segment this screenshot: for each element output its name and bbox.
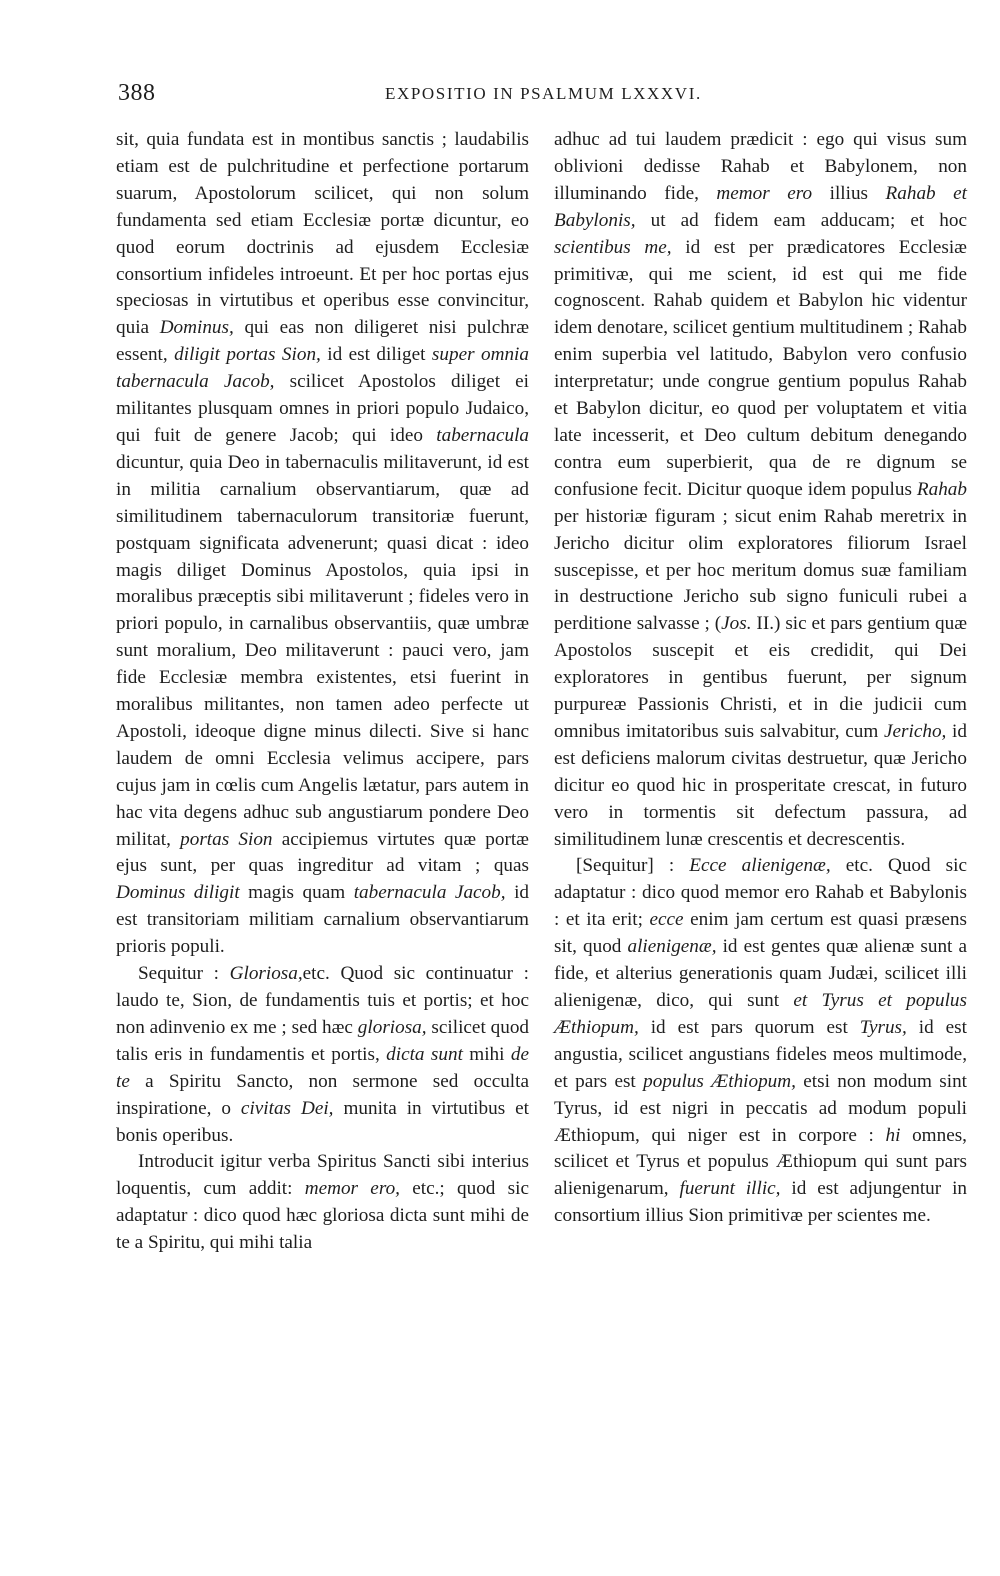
text-run: magis quam xyxy=(239,882,354,904)
text-run: id est per prædicatores Ecclesiæ primitivæ, qui me scient, id est qui me fide cognoscent. Rahab quidem et Babylon hic videntur idem denotare, scilicet gentium multitudinem ; Rahab enim superbia vel latitudo, Babylon vero confusio interpretatur; unde congrue gentium populus Rahab et Babylon dicitur, eo quod per voluptatem et vitia late incesserit, et Deo cultum debitum denegando contra eum superbierit, qua de re dignum se confusione fecit. Dicitur quoque idem populus xyxy=(554,236,967,500)
text-run: id est deficiens malorum civitas destruetur, quæ Jericho dicitur eo quod hic in prosperitate crescat, in futuro vero in tormentis sit defectum passura, ad similitudinem lunæ crescentis et decrescentis. xyxy=(554,720,967,850)
text-run: sit, quia fundata est in montibus sanctis ; laudabilis etiam est de pulchritudine et perfectione portarum suarum, Apostolorum scilicet, qui non solum fundamenta sed etiam Ecclesiæ portæ dicuntur, eo quod eorum doctrinis ad ejusdem Ecclesiæ consortium infideles introeunt. Et per hoc portas ejus speciosas in virtutibus et operibus esse convincitur, quia xyxy=(116,129,529,339)
running-title: EXPOSITIO IN PSALMUM LXXXVI. xyxy=(385,84,702,103)
italic-text: civitas Dei, xyxy=(240,1097,334,1119)
text-run: II.) sic et pars gentium quæ Apostolos suscepit et eis credidit, qui Dei exploratores in gentibus fuerunt, per signum purpureæ Passionis Christi, et in die judicii cum omnibus imitatoribus suis salvabitur, cum xyxy=(554,613,967,742)
italic-text: ecce xyxy=(649,909,684,931)
italic-text: gloriosa, xyxy=(357,1016,427,1038)
text-run: etsi non modum sint Tyrus, id est nigri in peccatis ad modum populi Æthiopum, qui niger est in corpore : xyxy=(554,1070,967,1146)
text-run: scilicet Apostolos diliget ei militantes plusquam omnes in priori populo Judaico, qui fuit de genere Jacob; qui ideo xyxy=(116,371,530,446)
italic-text: Jericho, xyxy=(884,720,947,742)
text-run: per historiæ figuram ; sicut enim Rahab meretrix in Jericho dicitur olim exploratores filiorum Israel suscepisse, et per hoc meritum domus suæ familiam in destructione Jericho sub signo funiculi rubei a perditione salvasse ; ( xyxy=(554,505,967,635)
text-run: accipiemus virtutes quæ portæ ejus sunt, per quas ingreditur ad vitam ; quas xyxy=(116,828,529,877)
page-number: 388 xyxy=(118,80,156,106)
italic-text: memor ero xyxy=(716,182,813,204)
italic-text: Tyrus, xyxy=(859,1016,907,1038)
italic-text: Dominus diligit xyxy=(116,882,240,904)
text-run: id est gentes quæ alienæ sunt a fide, et alterius generationis quam Judæi, scilicet illi alienigenæ, dico, qui sunt xyxy=(554,936,967,1011)
italic-text: diligit portas Sion, xyxy=(174,344,321,366)
text-run: a Spiritu Sancto, non sermone sed occulta inspiratione, o xyxy=(116,1070,529,1119)
paragraph xyxy=(554,853,967,1230)
italic-text: de te xyxy=(116,1043,529,1092)
text-run: etc. Quod sic continuatur : laudo te, Sion, de fundamentis tuis et portis; et hoc non adinvenio ex me ; sed hæc xyxy=(116,963,530,1038)
page-header xyxy=(118,80,718,110)
text-run: id est diliget xyxy=(320,344,432,366)
italic-text: tabernacula xyxy=(436,424,529,446)
text-run: illius xyxy=(812,182,886,204)
italic-text: super omnia tabernacula Jacob, xyxy=(116,344,529,393)
italic-text: memor ero, xyxy=(304,1178,400,1200)
text-run: omnes, scilicet et Tyrus et populus Æthiopum qui sunt pars alienigenarum, xyxy=(554,1124,967,1200)
paragraph xyxy=(116,1149,529,1257)
text-run: dicuntur, quia Deo in tabernaculis militaverunt, id est in militia carnalium observantiarum, quæ ad similitudinem tabernaculorum transitoriæ fuerunt, postquam significata advenerunt; quasi dicat : ideo magis diliget Dominus Apostolos, quia ipsi in moralibus præceptis sibi militaverunt ; fideles vero in priori populo, in carnalibus observantiis, quæ umbræ sunt moralium, Deo militaverunt : pauci vero, jam fide Ecclesiæ membra existentes, etsi fuerint in moralibus militantes, non tamen adeo perfecte ut Apostoli, ideoque digne minus dilecti. Sive si hanc laudem de omni Ecclesia velimus accipere, pars cujus jam in cœlis cum Angelis lætatur, pars autem in hac vita degens adhuc sub angustiarum pondere Deo militat, xyxy=(116,451,529,850)
italic-text: fuerunt illic, xyxy=(679,1178,781,1200)
left-column xyxy=(116,127,529,1257)
italic-text: Gloriosa, xyxy=(229,963,303,985)
italic-text: Rahab et Babylonis, xyxy=(554,182,967,231)
text-run: adhuc ad tui laudem prædicit : ego qui visus sum oblivioni dedisse Rahab et Babylonem, non illuminando fide, xyxy=(554,129,967,204)
text-run: id est pars quorum est xyxy=(638,1016,860,1038)
right-column xyxy=(554,127,967,1230)
italic-text: Rahab xyxy=(916,478,967,500)
italic-text: portas Sion xyxy=(180,828,273,850)
italic-text: alienigenæ, xyxy=(627,936,717,958)
italic-text: et Tyrus et populus Æthiopum, xyxy=(554,990,967,1038)
text-run: id est transitoriam militiam carnalium observantiarum prioris populi. xyxy=(116,882,529,958)
paragraph xyxy=(116,127,529,961)
italic-text: dicta sunt xyxy=(386,1043,463,1065)
text-run: scilicet quod talis eris in fundamentis et portis, xyxy=(116,1016,530,1065)
text-run: ut ad fidem eam adducam; et hoc xyxy=(635,209,967,231)
paragraph xyxy=(554,127,967,853)
text-run: enim jam certum est quasi præsens sit, quod xyxy=(554,909,967,958)
italic-text: hi xyxy=(885,1124,901,1146)
text-run: qui eas non diligeret nisi pulchræ essent, xyxy=(116,317,529,366)
italic-text: tabernacula Jacob, xyxy=(353,882,506,904)
text-run: etc. Quod sic adaptatur : dico quod memor ero Rahab et Babylonis : et ita erit; xyxy=(554,855,967,931)
italic-text: Jos. xyxy=(721,613,752,635)
text-run: munita in virtutibus et bonis operibus. xyxy=(116,1097,529,1146)
text-run: id est adjungentur in consortium illius Sion primitivæ per scientes me. xyxy=(554,1178,968,1227)
text-run: etc.; quod sic adaptatur : dico quod hæc gloriosa dicta sunt mihi de te a Spiritu, qui mihi talia xyxy=(116,1178,529,1254)
italic-text: Dominus, xyxy=(159,317,234,339)
text-run: Introducit igitur verba Spiritus Sancti sibi interius loquentis, cum addit: xyxy=(116,1151,529,1200)
paragraph xyxy=(116,961,529,1149)
text-run: id est angustia, scilicet angustians fideles meos multimode, et pars est xyxy=(554,1016,967,1092)
italic-text: scientibus me, xyxy=(554,236,672,258)
text-run: [Sequitur] : xyxy=(576,855,690,877)
italic-text: populus Æthiopum, xyxy=(643,1070,796,1092)
italic-text: Ecce alienigenæ, xyxy=(689,855,831,877)
text-run: mihi xyxy=(462,1043,511,1065)
text-run: Sequitur : xyxy=(138,963,230,985)
